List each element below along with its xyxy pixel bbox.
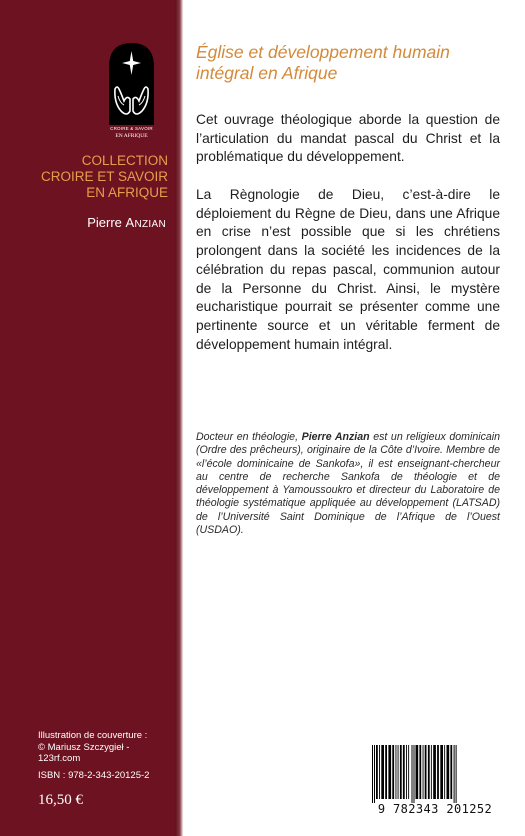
collection-line: CROIRE ET SAVOIR	[40, 169, 168, 184]
barcode-bar	[416, 745, 419, 799]
barcode-bar	[447, 745, 450, 799]
barcode-bar	[419, 745, 421, 799]
collection-logo	[105, 41, 158, 145]
author-first-name: Pierre	[87, 215, 122, 230]
isbn-number: ISBN : 978-2-343-20125-2	[38, 770, 150, 781]
book-title	[196, 42, 496, 83]
barcode-bar	[381, 745, 384, 799]
barcode-bar	[412, 745, 413, 803]
barcode-bar	[408, 745, 409, 799]
barcode-bar	[454, 745, 455, 803]
logo-caption-line1: CROIRE & SAVOIR	[110, 126, 153, 131]
barcode-bar	[425, 745, 427, 799]
star-and-hands-icon	[105, 41, 158, 125]
barcode-bar	[403, 745, 405, 799]
barcode-bar	[444, 745, 445, 799]
collection-line: EN AFRIQUE	[86, 185, 168, 200]
cover-credits	[38, 730, 168, 765]
credits-line: 123rf.com	[38, 753, 81, 764]
barcode-bar	[406, 745, 407, 799]
bio-prefix: Docteur en théologie,	[196, 431, 299, 443]
author-bio	[196, 431, 500, 537]
author-last-name: ANZIAN	[125, 215, 166, 230]
collection-name	[40, 153, 168, 201]
barcode	[365, 742, 505, 818]
barcode-bar	[423, 745, 424, 799]
barcode-bar	[372, 745, 373, 803]
barcode-bar	[431, 745, 432, 799]
credits-line: © Mariusz Szczygieł -	[38, 741, 130, 753]
summary-paragraph-1: Cet ouvrage théologique aborde la question de l’articulation du mandat pascal du Christ et la problématique du développement.	[196, 112, 500, 165]
barcode-bar	[433, 745, 436, 799]
barcode-bar	[376, 745, 378, 799]
barcode-bar	[400, 745, 402, 799]
collection-line: COLLECTION	[81, 153, 168, 168]
barcode-bar	[437, 745, 439, 799]
barcode-bar	[428, 745, 430, 799]
price: 16,50 €	[38, 792, 83, 808]
spine-gutter	[175, 0, 183, 836]
summary-paragraph-2: La Règnologie de Dieu, c’est-à-dire le déploiement du Règne de Dieu, dans une Afrique en crise n’est possible que si les chrétiens prolongent dans la société les incidences de la célébration du repas pascal, communion autour de la Personne du Christ. Ainsi, le mystère eucharistique pourrait se présenter comme une pertinente source et un véritable ferment de développement humain intégral.	[196, 187, 500, 352]
barcode-bar	[456, 745, 457, 803]
barcode-bar	[374, 745, 375, 803]
author-name	[40, 215, 166, 230]
barcode-bar	[396, 745, 397, 799]
barcode-bar	[440, 745, 443, 799]
barcode-bars	[368, 745, 502, 803]
barcode-digits: 9 782343 201252	[377, 802, 493, 816]
bio-text: est un religieux dominicain (Ordre des prêcheurs), originaire de la Côte d’Ivoire. Membre de «l’école dominicaine de Sankofa», il est enseignant-chercheur au centre de recherche Sankofa de théologie et de développement à Yamoussoukro et directeur du Laboratoire de théologie systématique appliquée au développement (LATSAD) de l’Université Saint Dominique de l’Afrique de l’Ouest (USDAO).	[196, 431, 500, 537]
barcode-bar	[385, 745, 387, 799]
barcode-bar	[379, 745, 380, 799]
logo-caption-line2: EN AFRIQUE	[115, 133, 148, 139]
barcode-bar	[450, 745, 452, 799]
credits-line: Illustration de couverture :	[38, 730, 148, 741]
bio-author-name: Pierre Anzian	[301, 431, 370, 443]
barcode-bar	[414, 745, 415, 803]
barcode-bar	[388, 745, 391, 799]
title-line: intégral en Afrique	[196, 62, 338, 83]
barcode-bar	[392, 745, 394, 799]
title-line: Église et développement humain	[196, 42, 450, 62]
barcode-bar	[398, 745, 399, 799]
